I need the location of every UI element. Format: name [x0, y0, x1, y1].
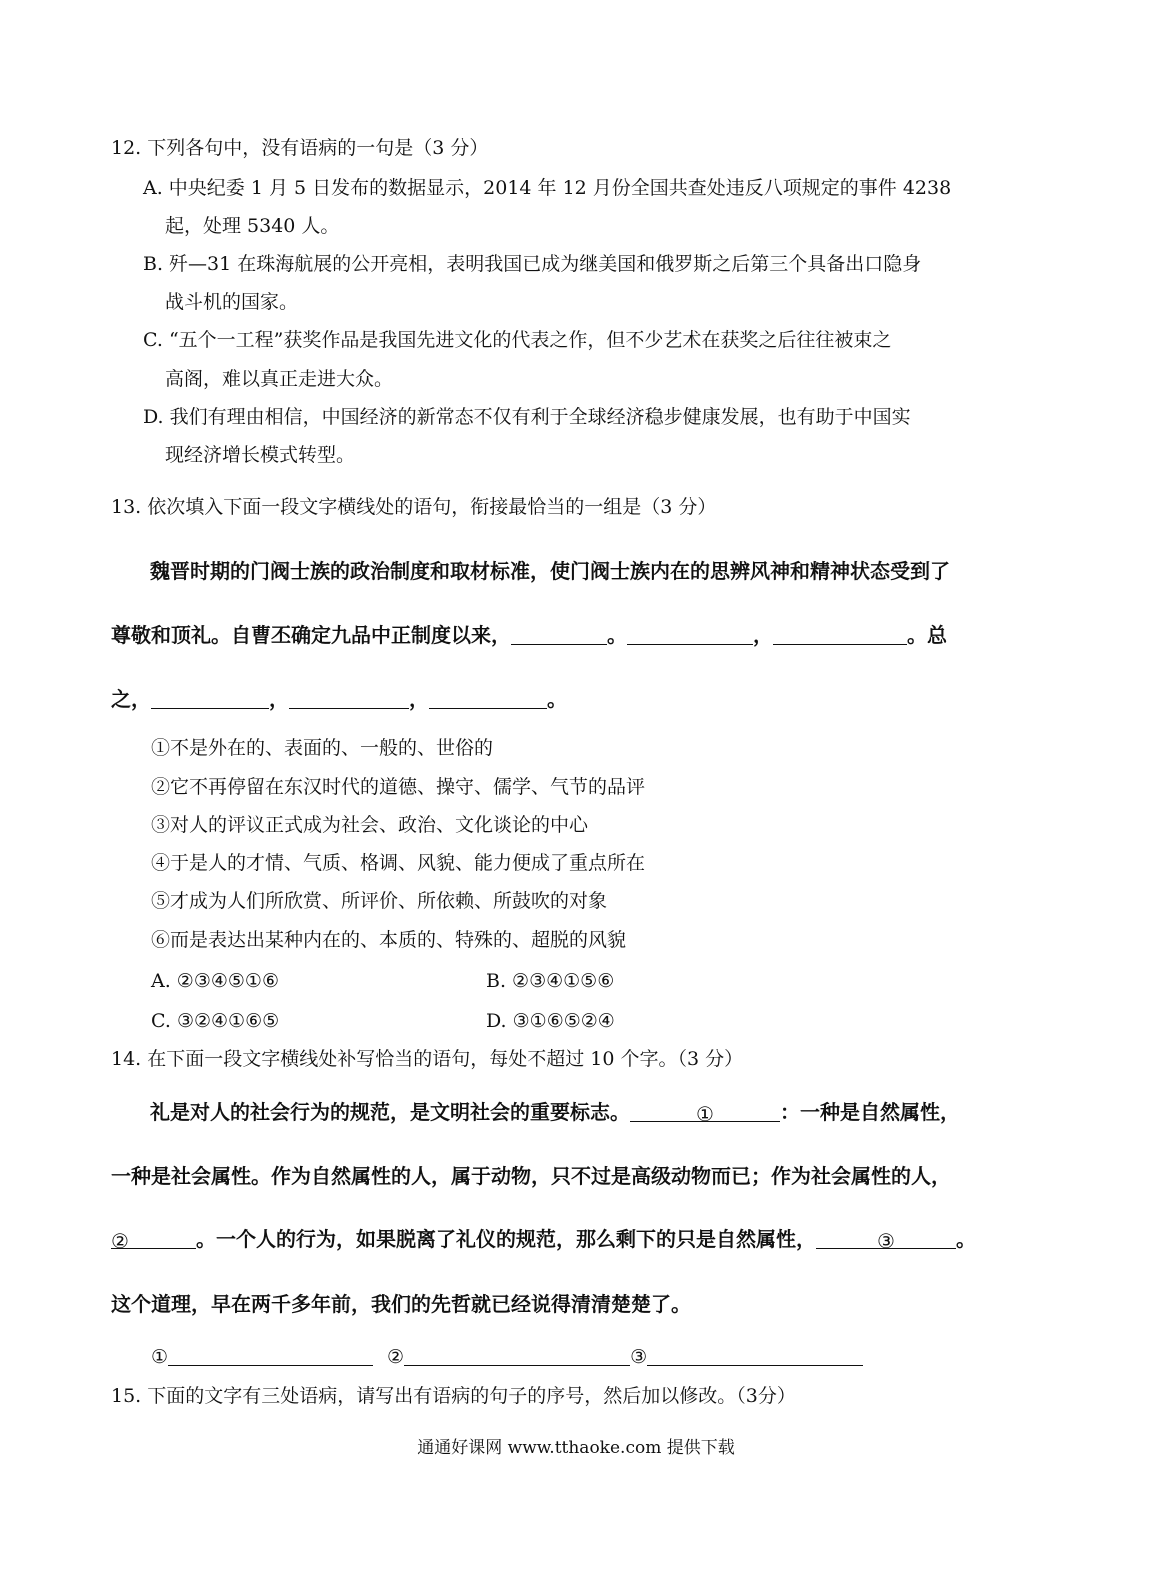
q12-option-d-line1: D. 我们有理由相信，中国经济的新常态不仅有利于全球经济稳步健康发展，也有助于中国实	[143, 406, 911, 428]
q13-passage-text: 尊敬和顶礼。自曹丕确定九品中正制度以来，	[111, 623, 511, 647]
q12-option-c-line1: C. “五个一工程”获奖作品是我国先进文化的代表之作，但不少艺术在获奖之后往往被束之	[143, 329, 892, 351]
q13-blank-4	[151, 688, 269, 709]
q13-option-a: A. ②③④⑤①⑥	[151, 970, 279, 992]
q13-blank-1	[511, 624, 607, 645]
q14-passage-line3	[111, 1226, 976, 1252]
q12-option-a-line1: A. 中央纪委 1 月 5 日发布的数据显示，2014 年 12 月份全国共查处违反八项规定的事件 4238	[143, 177, 952, 199]
q13-punct: 。	[607, 623, 627, 647]
q13-passage-line3	[111, 686, 567, 712]
q13-blank-3	[773, 624, 907, 645]
q14-passage-line2: 一种是社会属性。作为自然属性的人，属于动物，只不过是高级动物而已；作为社会属性的人，	[111, 1164, 951, 1188]
q14-blank-2: ②	[111, 1228, 196, 1249]
q14-answer-2-label: ②	[387, 1346, 405, 1368]
q14-passage-line4: 这个道理，早在两千多年前，我们的先哲就已经说得清清楚楚了。	[111, 1292, 691, 1316]
q14-blank-1: ①	[630, 1101, 780, 1122]
q14-passage-text: ：一种是自然属性，	[780, 1100, 960, 1124]
q13-item-2: ②它不再停留在东汉时代的道德、操守、儒学、气节的品评	[151, 776, 646, 798]
q13-item-6: ⑥而是表达出某种内在的、本质的、特殊的、超脱的风貌	[151, 929, 627, 951]
q13-punct: ，	[409, 687, 429, 711]
q13-punct: ，	[753, 623, 773, 647]
q13-option-b: B. ②③④①⑤⑥	[486, 970, 615, 992]
q13-blank-6	[429, 688, 547, 709]
q13-item-1: ①不是外在的、表面的、一般的、世俗的	[151, 737, 494, 759]
q14-answer-3-label: ③	[630, 1346, 648, 1368]
page-footer: 通通好课网 www.tthaoke.com 提供下载	[417, 1438, 735, 1458]
q12-option-d-line2: 现经济增长模式转型。	[165, 444, 356, 466]
q12-option-c-line2: 高阁，难以真正走进大众。	[165, 368, 394, 390]
q12-option-b-line1: B. 歼—31 在珠海航展的公开亮相，表明我国已成为继美国和俄罗斯之后第三个具备出口隐身	[143, 253, 922, 275]
q13-punct: 。总	[907, 623, 947, 647]
q12-option-a-line2: 起，处理 5340 人。	[165, 215, 340, 237]
q13-blank-5	[289, 688, 409, 709]
q14-passage-text: 。一个人的行为，如果脱离了礼仪的规范，那么剩下的只是自然属性，	[196, 1227, 816, 1251]
q13-punct: ，	[269, 687, 289, 711]
q14-punct: 。	[956, 1227, 976, 1251]
q13-blank-2	[627, 624, 753, 645]
q13-item-5: ⑤才成为人们所欣赏、所评价、所依赖、所鼓吹的对象	[151, 890, 608, 912]
q14-answer-2-line	[404, 1345, 630, 1366]
q12-option-b-line2: 战斗机的国家。	[165, 291, 299, 313]
q13-item-4: ④于是人的才情、气质、格调、风貌、能力便成了重点所在	[151, 852, 646, 874]
q14-answer-3-line	[647, 1345, 863, 1366]
q13-passage-line2	[111, 622, 947, 648]
q13-passage-text: 之，	[111, 687, 151, 711]
q14-passage-line1	[150, 1099, 960, 1125]
q14-answer-1-label: ①	[151, 1346, 169, 1368]
q14-answer-1-line	[168, 1345, 373, 1366]
q14-passage-text: 礼是对人的社会行为的规范，是文明社会的重要标志。	[150, 1100, 630, 1124]
q13-option-c: C. ③②④①⑥⑤	[151, 1010, 280, 1032]
q12-stem: 12. 下列各句中，没有语病的一句是（3 分）	[111, 137, 489, 159]
q13-item-3: ③对人的评议正式成为社会、政治、文化谈论的中心	[151, 814, 589, 836]
q14-answer-lines	[151, 1344, 863, 1370]
q13-punct: 。	[547, 687, 567, 711]
q14-blank-3: ③	[816, 1228, 956, 1249]
q13-passage-line1: 魏晋时期的门阀士族的政治制度和取材标准，使门阀士族内在的思辨风神和精神状态受到了	[150, 559, 950, 583]
q13-option-d: D. ③①⑥⑤②④	[486, 1010, 615, 1032]
q14-stem: 14. 在下面一段文字横线处补写恰当的语句，每处不超过 10 个字。（3 分）	[111, 1048, 744, 1070]
q15-stem: 15. 下面的文字有三处语病，请写出有语病的句子的序号，然后加以修改。（3分）	[111, 1385, 796, 1407]
q13-stem: 13. 依次填入下面一段文字横线处的语句，衔接最恰当的一组是（3 分）	[111, 496, 717, 518]
